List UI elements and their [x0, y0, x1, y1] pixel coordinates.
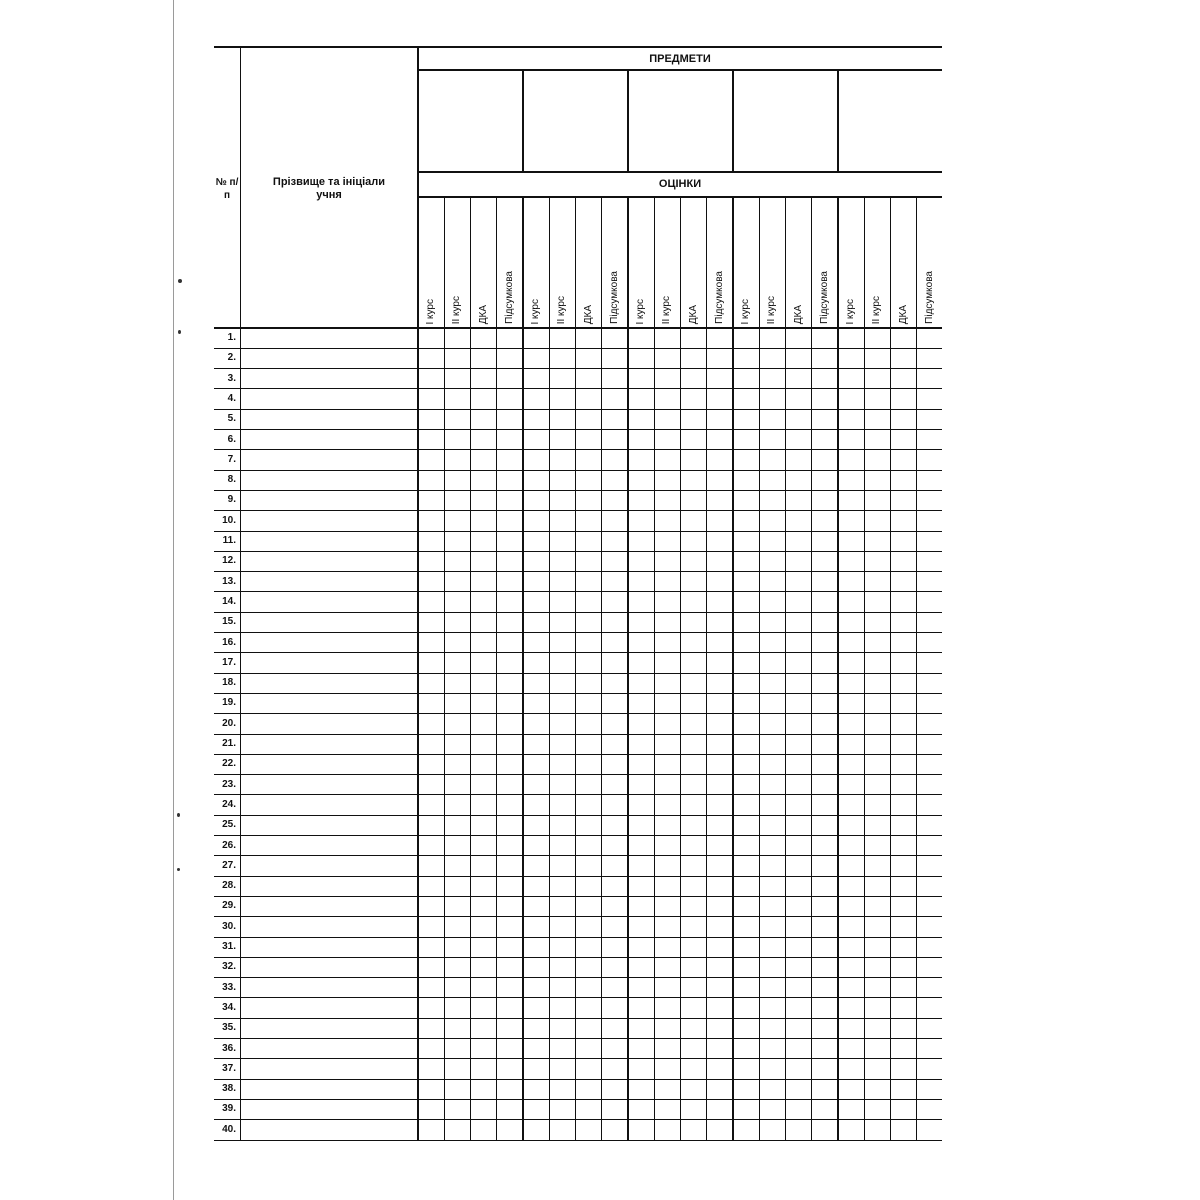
table-row-rule	[214, 490, 942, 491]
table-row-number: 14.	[222, 595, 236, 607]
table-row-rule	[214, 876, 942, 877]
grade-column-divider	[864, 197, 865, 1140]
table-row-rule	[214, 1140, 942, 1141]
table-row-rule	[214, 612, 942, 613]
subject-group-divider	[627, 197, 629, 1140]
subject-box-divider	[732, 70, 734, 172]
table-row-number: 5.	[227, 413, 236, 425]
table-row-rule	[214, 388, 942, 389]
table-row-rule	[214, 937, 942, 938]
grade-column-label: ДКА	[687, 304, 699, 324]
table-row-number: 26.	[222, 839, 236, 851]
table-row-number: 21.	[222, 738, 236, 749]
grade-column-label: Підсумкова	[713, 271, 725, 324]
grade-column-label: ДКА	[582, 304, 594, 324]
table-row-rule	[214, 429, 942, 430]
table-row-rule	[214, 551, 942, 552]
table-row-number: 37.	[222, 1062, 236, 1074]
grade-column-divider	[811, 197, 812, 1140]
grade-column-label: І курс	[635, 298, 647, 324]
name-column-header: Прізвище та ініціали учня	[272, 176, 386, 201]
grades-title: ОЦІНКИ	[658, 178, 702, 190]
table-row-number: 1.	[227, 332, 236, 343]
subjects-title-rule	[418, 69, 942, 71]
grade-column-label: Підсумкова	[923, 271, 935, 324]
table-row-rule	[214, 348, 942, 349]
table-row-number: 32.	[222, 961, 236, 973]
grade-column-divider	[470, 197, 471, 1140]
table-row-number: 24.	[222, 798, 236, 810]
table-row-rule	[214, 1058, 942, 1059]
table-row-rule	[214, 734, 942, 735]
table-row-rule	[214, 1099, 942, 1100]
table-row-rule	[214, 591, 942, 592]
table-row-number: 10.	[222, 514, 236, 526]
table-row-number: 12.	[222, 555, 236, 567]
table-row-rule	[214, 835, 942, 836]
table-row-number: 17.	[222, 656, 236, 668]
grade-column-label: ІІ курс	[871, 295, 883, 324]
grade-column-divider	[916, 197, 917, 1140]
table-row-rule	[214, 1119, 942, 1120]
table-row-rule	[214, 368, 942, 369]
number-column-divider	[240, 47, 241, 1140]
grade-column-divider	[601, 197, 602, 1140]
table-row-number: 20.	[222, 717, 236, 729]
table-row-rule	[214, 916, 942, 917]
grade-column-divider	[549, 197, 550, 1140]
table-row-rule	[214, 794, 942, 795]
subjects-title: ПРЕДМЕТИ	[649, 53, 711, 65]
name-column-divider	[417, 47, 419, 1140]
table-row-number: 4.	[227, 392, 236, 404]
table-row-number: 23.	[222, 778, 236, 790]
table-row-number: 13.	[222, 575, 236, 587]
grade-column-label: ДКА	[477, 304, 489, 324]
grade-column-divider	[785, 197, 786, 1140]
subject-group-divider	[732, 197, 734, 1140]
table-row-number: 25.	[222, 819, 236, 831]
table-row-rule	[214, 855, 942, 856]
table-row-number: 8.	[227, 474, 236, 486]
grade-column-divider	[890, 197, 891, 1140]
grade-column-label: ІІ курс	[661, 295, 673, 324]
grade-column-divider	[444, 197, 445, 1140]
grade-column-label: ІІ курс	[451, 295, 463, 324]
table-row-rule	[214, 896, 942, 897]
table-row-rule	[214, 997, 942, 998]
table-row-rule	[214, 531, 942, 532]
table-row-rule	[214, 815, 942, 816]
grade-column-divider	[680, 197, 681, 1140]
table-row-rule	[214, 713, 942, 714]
table-row-number: 40.	[222, 1123, 236, 1135]
grade-column-label: І курс	[740, 298, 752, 324]
table-row-number: 28.	[222, 880, 236, 892]
grade-column-label: Підсумкова	[608, 271, 620, 324]
grade-column-divider	[496, 197, 497, 1140]
table-row-number: 39.	[222, 1103, 236, 1115]
table-row-rule	[214, 652, 942, 653]
grade-column-label: Підсумкова	[503, 271, 515, 324]
subject-box-divider	[522, 70, 524, 172]
number-column-header: № п/п	[215, 177, 239, 201]
table-row-rule	[214, 977, 942, 978]
table-row-number: 18.	[222, 677, 236, 689]
table-row-number: 29.	[222, 900, 236, 912]
subject-group-divider	[522, 197, 524, 1140]
table-row-rule	[214, 754, 942, 755]
grade-column-label: ІІ курс	[556, 295, 568, 324]
table-row-rule	[214, 571, 942, 572]
header-bottom-rule	[214, 327, 942, 329]
grade-column-label: ІІ курс	[766, 295, 778, 324]
table-row-number: 7.	[227, 453, 236, 465]
table-row-number: 35.	[222, 1022, 236, 1034]
grade-column-divider	[759, 197, 760, 1140]
table-row-number: 2.	[227, 352, 236, 364]
subject-group-divider	[837, 197, 839, 1140]
subject-box-divider	[627, 70, 629, 172]
table-row-rule	[214, 673, 942, 674]
table-row-rule	[214, 449, 942, 450]
grade-column-label: Підсумкова	[818, 271, 830, 324]
table-row-number: 11.	[222, 535, 236, 546]
table-row-rule	[214, 774, 942, 775]
table-row-rule	[214, 1079, 942, 1080]
grade-column-divider	[654, 197, 655, 1140]
table-row-rule	[214, 1038, 942, 1039]
table-row-number: 36.	[222, 1042, 236, 1054]
table-row-number: 3.	[227, 372, 236, 384]
table-row-rule	[214, 409, 942, 410]
subjects-box-bottom-rule	[418, 171, 942, 173]
table-row-number: 15.	[222, 616, 236, 628]
table-row-number: 33.	[222, 981, 236, 993]
table-row-number: 38.	[222, 1083, 236, 1095]
grade-column-label: І курс	[845, 298, 857, 324]
table-row-number: 19.	[222, 697, 236, 709]
table-row-rule	[214, 632, 942, 633]
table-row-number: 30.	[222, 920, 236, 932]
table-row-number: 27.	[222, 859, 236, 871]
top-rule	[214, 46, 942, 48]
table-row-rule	[214, 470, 942, 471]
grade-column-label: І курс	[530, 298, 542, 324]
grade-column-label: ДКА	[897, 304, 909, 324]
subject-box-divider	[837, 70, 839, 172]
grade-column-label: І курс	[425, 298, 437, 324]
table-row-number: 9.	[227, 494, 236, 506]
table-row-number: 16.	[222, 636, 236, 648]
table-row-rule	[214, 957, 942, 958]
table-row-number: 6.	[227, 433, 236, 445]
table-row-number: 22.	[222, 758, 236, 770]
table-row-rule	[214, 693, 942, 694]
table-row-rule	[214, 510, 942, 511]
grade-column-divider	[575, 197, 576, 1140]
table-row-number: 31.	[222, 941, 236, 952]
table-row-rule	[214, 1018, 942, 1019]
table-row-number: 34.	[222, 1001, 236, 1013]
grade-column-label: ДКА	[792, 304, 804, 324]
grade-column-divider	[706, 197, 707, 1140]
